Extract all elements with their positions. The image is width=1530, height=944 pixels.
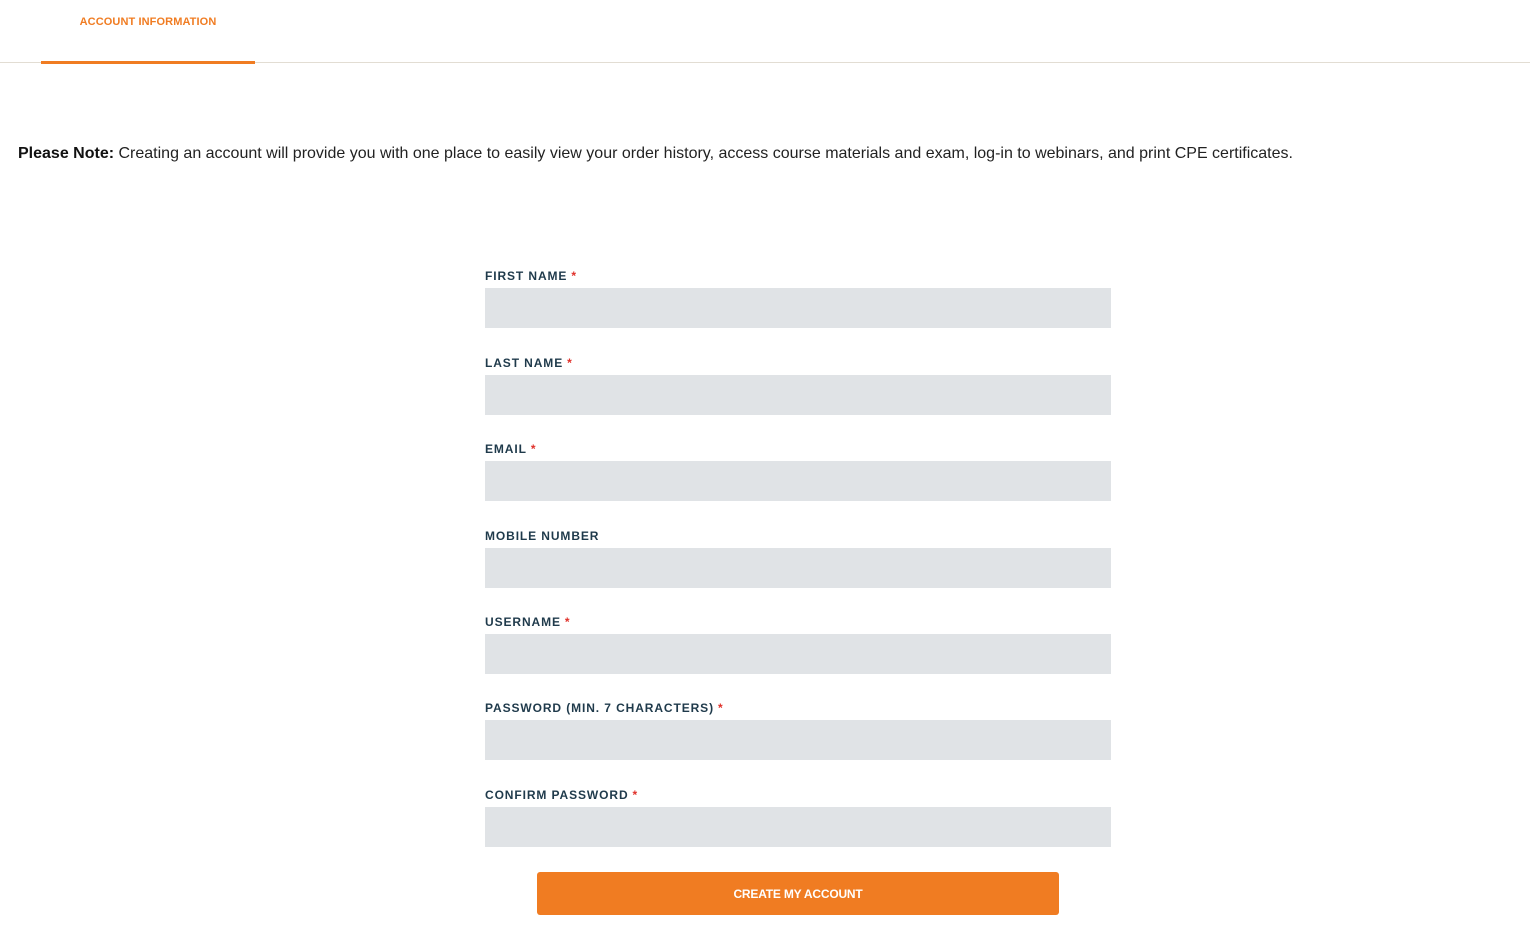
account-note <box>18 145 1293 163</box>
first-name-label: FIRST NAME * <box>485 269 577 283</box>
email-label: EMAIL * <box>485 442 537 456</box>
create-account-button[interactable]: CREATE MY ACCOUNT <box>537 872 1059 915</box>
required-marker: * <box>530 442 537 456</box>
tab-account-information[interactable] <box>41 0 255 64</box>
username-label: USERNAME * <box>485 615 571 629</box>
required-marker: * <box>567 356 573 370</box>
password-group <box>485 700 1111 760</box>
confirm-password-group <box>485 787 1111 847</box>
note-emphasis: Please Note: <box>18 145 115 162</box>
password-input[interactable] <box>485 720 1111 760</box>
mobile-number-label: MOBILE NUMBER <box>485 529 600 543</box>
mobile-number-group <box>485 528 1111 588</box>
mobile-number-input[interactable] <box>485 548 1111 588</box>
confirm-password-input[interactable] <box>485 807 1111 847</box>
confirm-password-label: CONFIRM PASSWORD * <box>485 788 639 802</box>
last-name-input[interactable] <box>485 375 1111 415</box>
password-label: PASSWORD (MIN. 7 CHARACTERS) * <box>485 701 724 715</box>
username-group <box>485 614 1111 674</box>
email-input[interactable] <box>485 461 1111 501</box>
email-group <box>485 441 1111 501</box>
required-marker: * <box>717 701 724 715</box>
tab-label: ACCOUNT INFORMATION <box>79 15 217 28</box>
last-name-label: LAST NAME * <box>485 356 573 370</box>
required-marker: * <box>632 788 639 802</box>
username-input[interactable] <box>485 634 1111 674</box>
last-name-group <box>485 355 1111 415</box>
first-name-group <box>485 268 1111 328</box>
note-text: Creating an account will provide you with one place to easily view your order history, access course materials and exam, log-in to webinars, and print CPE certificates. <box>114 145 1293 162</box>
required-marker: * <box>571 269 577 283</box>
tab-bar <box>0 0 1530 63</box>
first-name-input[interactable] <box>485 288 1111 328</box>
required-marker: * <box>564 615 571 629</box>
